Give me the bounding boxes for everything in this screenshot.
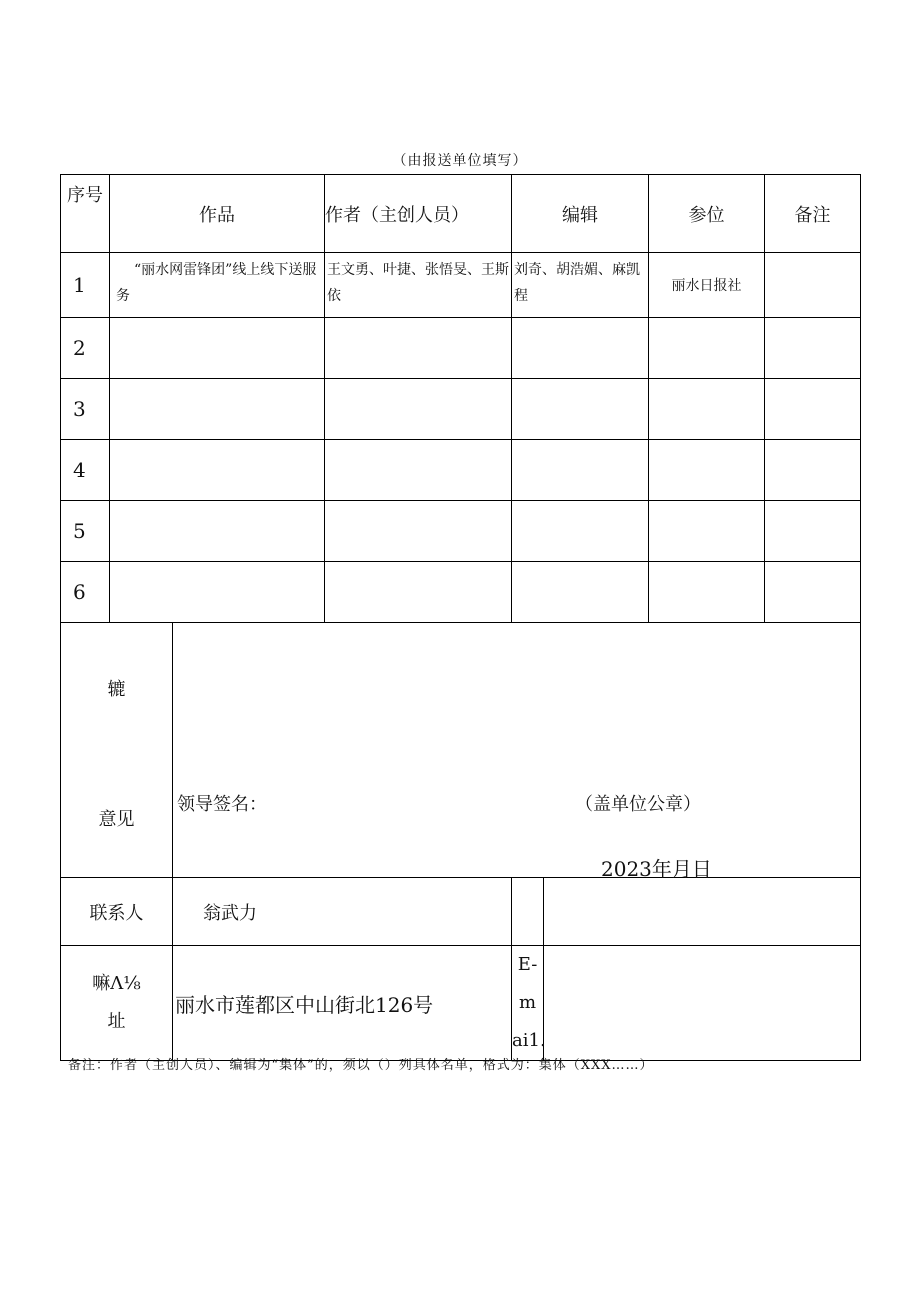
author-cell bbox=[325, 562, 512, 623]
author-cell bbox=[325, 440, 512, 501]
unit-cell bbox=[649, 562, 765, 623]
address-label-line1: 嘛Λ⅛ bbox=[92, 973, 141, 994]
work-cell bbox=[110, 440, 325, 501]
contact-value: 翁武力 bbox=[173, 878, 512, 946]
address-label bbox=[61, 946, 173, 1061]
row-number: 1 bbox=[61, 253, 110, 318]
table-row bbox=[61, 253, 861, 318]
form-caption: （由报送单位填写） bbox=[392, 153, 528, 169]
table-row bbox=[61, 562, 861, 623]
work-cell bbox=[110, 379, 325, 440]
header-work: 作品 bbox=[110, 175, 325, 253]
editor-cell: 刘奇、胡浩媚、麻凯程 bbox=[512, 253, 649, 318]
header-remark: 备注 bbox=[765, 175, 861, 253]
editor-cell bbox=[512, 562, 649, 623]
row-number: 3 bbox=[61, 379, 110, 440]
row-number: 2 bbox=[61, 318, 110, 379]
work-cell: “丽水网雷锋团”线上线下送服务 bbox=[110, 253, 325, 318]
remark-cell bbox=[765, 562, 861, 623]
opinion-label-bottom: 意见 bbox=[98, 809, 135, 830]
row-number: 4 bbox=[61, 440, 110, 501]
unit-cell bbox=[649, 318, 765, 379]
author-cell bbox=[325, 501, 512, 562]
contact-label: 联系人 bbox=[61, 878, 173, 946]
submission-table bbox=[60, 174, 861, 1061]
header-author: 作者（主创人员） bbox=[325, 175, 512, 253]
remark-cell bbox=[765, 501, 861, 562]
unit-cell bbox=[649, 379, 765, 440]
table-row bbox=[61, 501, 861, 562]
remark-cell bbox=[765, 318, 861, 379]
work-cell bbox=[110, 318, 325, 379]
work-cell bbox=[110, 562, 325, 623]
work-cell bbox=[110, 501, 325, 562]
seal-label: （盖单位公章） bbox=[575, 794, 701, 815]
footnote: 备注：作者（主创人员）、编辑为“集体”的，须以（）列具体名单，格式为：集体（XXX……） bbox=[68, 1058, 654, 1073]
address-label-line2: 址 bbox=[107, 1011, 126, 1032]
header-row bbox=[61, 175, 861, 253]
unit-cell bbox=[649, 440, 765, 501]
signature-label: 领导签名： bbox=[177, 794, 267, 815]
author-cell bbox=[325, 379, 512, 440]
unit-cell: 丽水日报社 bbox=[649, 253, 765, 318]
contact-row bbox=[61, 878, 861, 946]
editor-cell bbox=[512, 318, 649, 379]
author-cell: 王文勇、叶捷、张悟旻、王斯依 bbox=[325, 253, 512, 318]
editor-cell bbox=[512, 501, 649, 562]
opinion-label bbox=[61, 623, 173, 878]
email-label-line1: E-m bbox=[517, 954, 538, 1013]
table-row bbox=[61, 318, 861, 379]
email-value bbox=[544, 946, 861, 1061]
table-row bbox=[61, 440, 861, 501]
email-label-line2: ai1. bbox=[512, 1030, 546, 1051]
header-unit: 参位 bbox=[649, 175, 765, 253]
opinion-row bbox=[61, 623, 861, 878]
email-label bbox=[512, 946, 544, 1061]
opinion-content bbox=[173, 623, 861, 881]
header-editor: 编辑 bbox=[512, 175, 649, 253]
remark-cell bbox=[765, 440, 861, 501]
phone-label-cell bbox=[512, 878, 544, 946]
remark-cell bbox=[765, 253, 861, 318]
address-value: 丽水市莲都区中山街北126号 bbox=[173, 946, 512, 1061]
author-cell bbox=[325, 318, 512, 379]
table-row bbox=[61, 379, 861, 440]
address-row bbox=[61, 946, 861, 1061]
opinion-label-top: 辘 bbox=[107, 679, 126, 700]
unit-cell bbox=[649, 501, 765, 562]
remark-cell bbox=[765, 379, 861, 440]
row-number: 6 bbox=[61, 562, 110, 623]
editor-cell bbox=[512, 440, 649, 501]
opinion-date: 2023年月日 bbox=[601, 857, 712, 881]
row-number: 5 bbox=[61, 501, 110, 562]
phone-value-cell bbox=[544, 878, 861, 946]
header-seq: 序号 bbox=[61, 175, 110, 253]
editor-cell bbox=[512, 379, 649, 440]
